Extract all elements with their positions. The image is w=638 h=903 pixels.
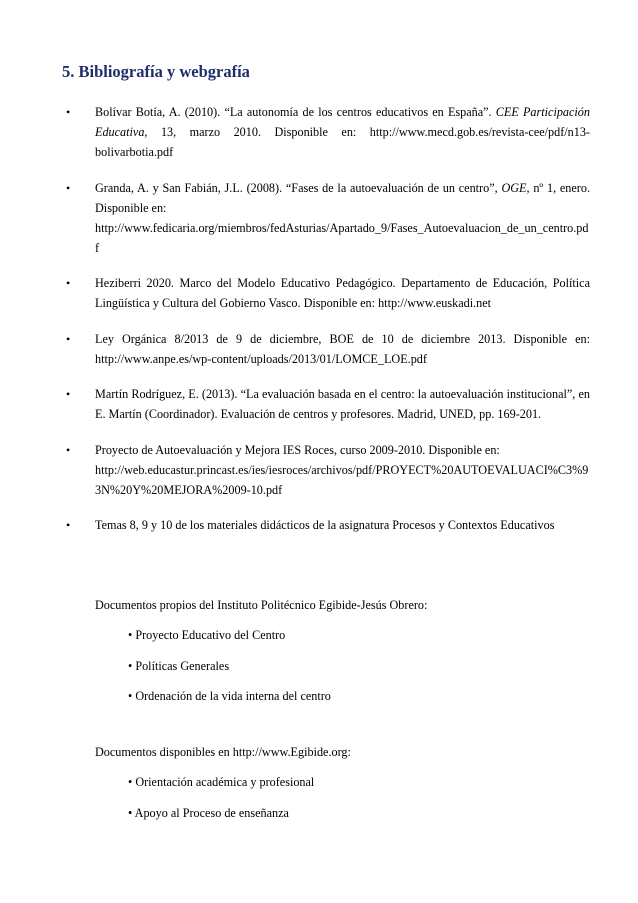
internal-doc-item: • Políticas Generales xyxy=(128,659,230,673)
section-heading: 5. Bibliografía y webgrafía xyxy=(62,62,250,81)
reference-text xyxy=(95,178,590,258)
reference-text-part: Martín Rodríguez, E. (2013). “La evaluación basada en el centro: la autoevaluación institucional”, en E. Martín (Coordinador). Evaluación de centros y profesores. Madrid, UNED, pp. 169-201. xyxy=(95,387,590,421)
bullet-icon: • xyxy=(66,276,71,290)
reference-text-part: , 13, marzo 2010. Disponible en: http://www.mecd.gob.es/revista-cee/pdf/n13-bolivarbotia.pdf xyxy=(95,125,590,159)
web-docs-block xyxy=(95,745,595,820)
reference-text-part: Heziberri 2020. Marco del Modelo Educativo Pedagógico. Departamento de Educación, Política Lingüística y Cultura del Gobierno Vasco. Disponible en: http://www.euskadi.net xyxy=(95,276,590,310)
internal-docs-label: Documentos propios del Instituto Politécnico Egibide-Jesús Obrero: xyxy=(95,598,428,612)
web-docs-label: Documentos disponibles en http://www.Egibide.org: xyxy=(95,745,351,759)
reference-text xyxy=(95,440,590,500)
bullet-icon: • xyxy=(66,331,71,346)
reference-url[interactable]: http://web.educastur.princast.es/ies/iesroces/archivos/pdf/PROYECT%20AUTOEVALUACI%C3%93N%20Y%20MEJORA%2009-10.pdf xyxy=(95,462,589,497)
reference-text xyxy=(95,384,590,424)
reference-item xyxy=(62,178,590,258)
reference-item xyxy=(62,273,590,313)
reference-item xyxy=(62,515,590,535)
reference-italic-text: CEE Participación Educativa xyxy=(95,105,590,139)
reference-item xyxy=(62,329,590,369)
reference-list xyxy=(62,102,590,551)
reference-text-part: Proyecto de Autoevaluación y Mejora IES Roces, curso 2009-2010. Disponible en: xyxy=(95,442,500,457)
reference-text-part: Ley Orgánica 8/2013 de 9 de diciembre, BOE de 10 de diciembre 2013. Disponible en: http://www.anpe.es/wp-content/uploads/2013/01/LOMCE_LOE.pdf xyxy=(95,331,590,366)
reference-item xyxy=(62,384,590,424)
reference-text xyxy=(95,102,590,162)
reference-italic-text: OGE xyxy=(501,180,527,195)
bullet-icon: • xyxy=(66,105,71,119)
bullet-icon: • xyxy=(66,180,71,195)
reference-text-part: Bolívar Botía, A. (2010). “La autonomía de los centros educativos en España”. xyxy=(95,105,496,119)
reference-text-part: Temas 8, 9 y 10 de los materiales didácticos de la asignatura Procesos y Contextos Educativos xyxy=(95,518,555,532)
reference-text-part: , nº 1, enero. Disponible en: xyxy=(95,180,590,215)
reference-text xyxy=(95,273,590,313)
internal-doc-item: • Ordenación de la vida interna del centro xyxy=(128,689,331,703)
reference-item xyxy=(62,440,590,500)
reference-text-part: Granda, A. y San Fabián, J.L. (2008). “Fases de la autoevaluación de un centro”, xyxy=(95,180,502,195)
reference-url[interactable]: http://www.fedicaria.org/miembros/fedAsturias/Apartado_9/Fases_Autoevaluacion_de_un_centro.pdf xyxy=(95,220,589,255)
internal-doc-item: • Proyecto Educativo del Centro xyxy=(128,628,286,642)
bullet-icon: • xyxy=(66,387,71,401)
web-doc-item: • Apoyo al Proceso de enseñanza xyxy=(128,806,289,820)
reference-text xyxy=(95,515,590,535)
reference-text xyxy=(95,329,590,369)
bullet-icon: • xyxy=(66,518,71,532)
reference-item xyxy=(62,102,590,162)
internal-docs-block xyxy=(95,598,595,703)
web-doc-item: • Orientación académica y profesional xyxy=(128,775,315,789)
bullet-icon: • xyxy=(66,442,71,457)
